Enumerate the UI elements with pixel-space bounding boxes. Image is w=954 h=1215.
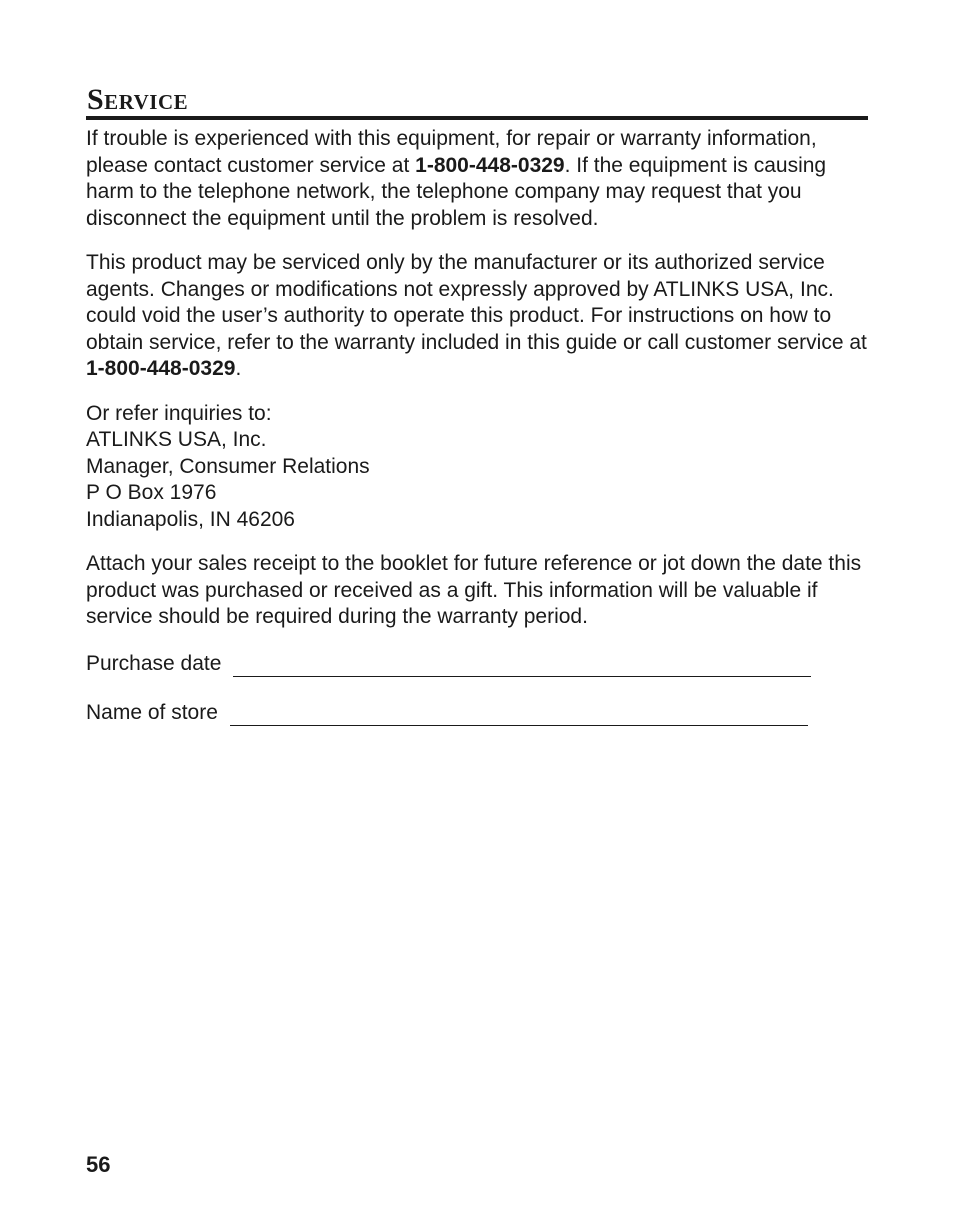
address-city: Indianapolis, IN 46206: [86, 507, 295, 531]
store-name-row: [86, 700, 868, 726]
mailing-address: [86, 401, 868, 534]
service-paragraph: [86, 126, 868, 232]
address-po-box: P O Box 1976: [86, 481, 217, 504]
customer-service-phone: 1-800-448-0329: [415, 153, 565, 177]
receipt-paragraph: Attach your sales receipt to the booklet for future reference or jot down the date this product was purchased or received as a gift. This information will be valuable if service should be required during the warranty period.: [86, 552, 862, 628]
address-company: ATLINKS USA, Inc.: [86, 428, 267, 451]
authorized-text-end: .: [235, 357, 242, 380]
purchase-date-label: Purchase date: [86, 651, 222, 675]
store-name-blank[interactable]: [230, 705, 808, 726]
section-title: Service: [87, 83, 189, 116]
customer-service-phone-2: 1-800-448-0329: [86, 357, 236, 380]
purchase-date-row: [86, 651, 868, 677]
address-department: Manager, Consumer Relations: [86, 454, 370, 478]
service-text-end: . If the equipment is causing harm to the telephone network, the telephone company may request that you disconnect the equipment until the problem is resolved.: [86, 153, 827, 230]
address-intro: Or refer inquiries to:: [86, 401, 272, 425]
heading-rule: [86, 116, 868, 120]
store-name-label: Name of store: [86, 700, 218, 724]
page-number: 56: [86, 1152, 111, 1177]
purchase-date-blank[interactable]: [233, 656, 811, 677]
authorized-text-start: This product may be serviced only by the manufacturer or its authorized service agents. Changes or modifications not expressly approved by ATLINKS USA, Inc. could void the user’s authority to operate this product. For instructions on how to obtain service, refer to the warranty included in this guide or call customer service at: [86, 251, 867, 354]
service-text-start: If trouble is experienced with this equipment, for repair or warranty information, please contact customer service at: [86, 127, 817, 177]
authorized-service-paragraph: [86, 250, 868, 383]
page-content: [86, 84, 868, 726]
